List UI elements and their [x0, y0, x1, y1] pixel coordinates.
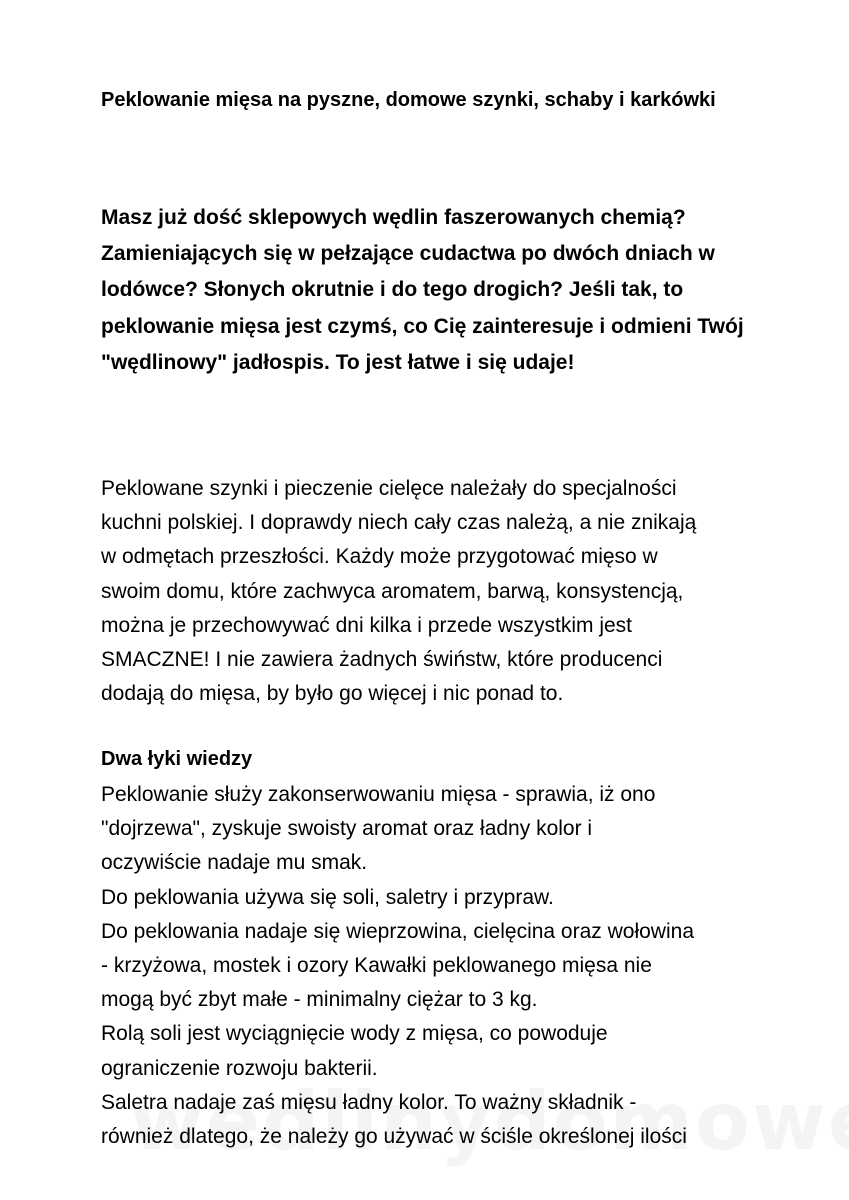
paragraph-line: również dlatego, że należy go używać w ściśle określonej ilości — [101, 1125, 687, 1149]
section-heading: Dwa łyki wiedzy — [101, 748, 253, 770]
section-paragraph — [101, 778, 761, 1154]
lead-paragraph: Masz już dość sklepowych wędlin faszerowanych chemią? Zamieniających się w pełzające cudactwa po dwóch dniach w lodówce? Słonych okrutnie i do tego drogich? Jeśli tak, to peklowanie mięsa jest czymś, co Cię zainteresuje i odmieni Twój "wędlinowy" jadłospis. To jest łatwe i się udaje! — [101, 206, 744, 374]
intro-paragraph — [101, 472, 761, 711]
document-title: Peklowanie mięsa na pyszne, domowe szynki, schaby i karkówki — [101, 89, 716, 111]
paragraph-line: Saletra nadaje zaś mięsu ładny kolor. To ważny składnik - — [101, 1090, 637, 1114]
paragraph-line: mogą być zbyt małe - minimalny ciężar to 3 kg. — [101, 988, 538, 1012]
paragraph-line: oczywiście nadaje mu smak. — [101, 851, 368, 875]
paragraph-line: Do peklowania nadaje się wieprzowina, cielęcina oraz wołowina — [101, 919, 694, 943]
paragraph-line: - krzyżowa, mostek i ozory Kawałki peklowanego mięsa nie — [101, 954, 652, 978]
paragraph-line: SMACZNE! I nie zawiera żadnych świństw, które producenci — [101, 648, 663, 672]
paragraph-line: Rolą soli jest wyciągnięcie wody z mięsa, co powoduje — [101, 1022, 608, 1046]
paragraph-line: Do peklowania używa się soli, saletry i przypraw. — [101, 885, 554, 909]
paragraph-line: kuchni polskiej. I doprawdy niech cały czas należą, a nie znikają — [101, 511, 697, 535]
paragraph-line: swoim domu, które zachwyca aromatem, barwą, konsystencją, — [101, 579, 684, 603]
paragraph-line: "dojrzewa", zyskuje swoisty aromat oraz ładny kolor i — [101, 817, 593, 841]
paragraph-line: dodają do mięsa, by było go więcej i nic ponad to. — [101, 682, 564, 706]
paragraph-line: można je przechowywać dni kilka i przede wszystkim jest — [101, 613, 633, 637]
paragraph-line: Peklowanie służy zakonserwowaniu mięsa - sprawia, iż ono — [101, 783, 656, 806]
paragraph-line: w odmętach przeszłości. Każdy może przygotować mięso w — [101, 545, 658, 569]
paragraph-line: ograniczenie rozwoju bakterii. — [101, 1056, 378, 1080]
paragraph-line: Peklowane szynki i pieczenie cielęce należały do specjalności — [101, 477, 677, 500]
